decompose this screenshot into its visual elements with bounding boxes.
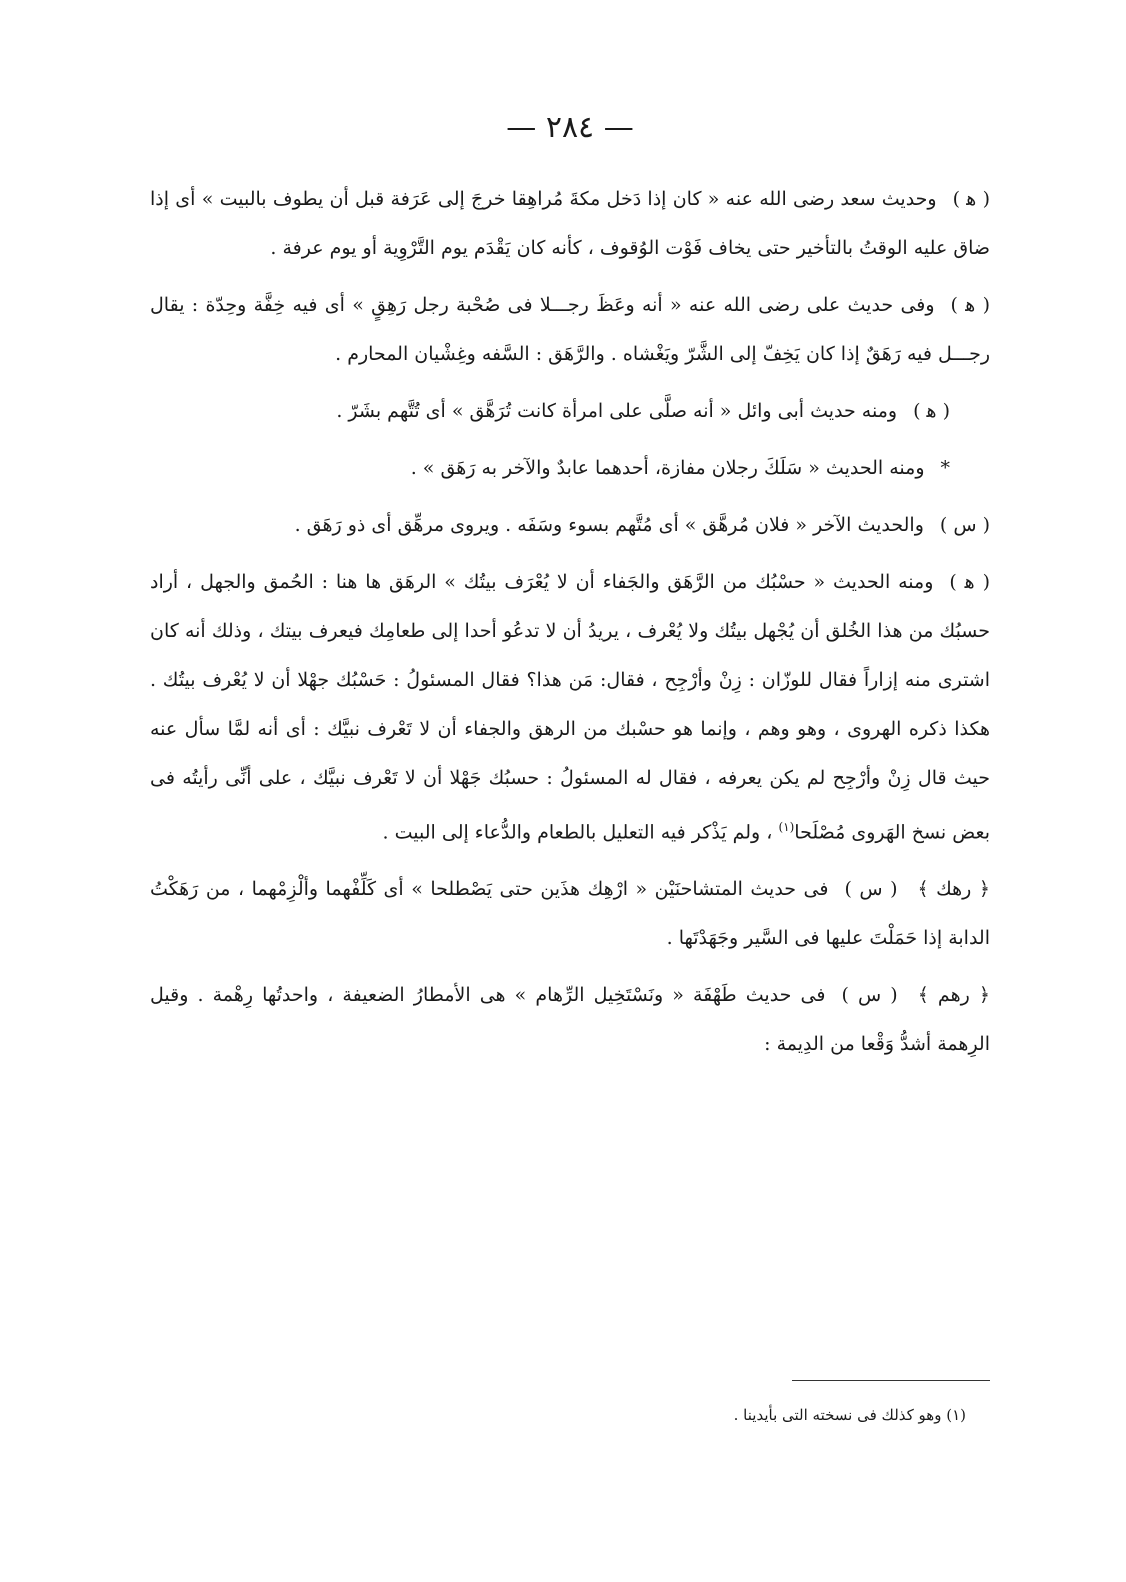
entry-text: ومنه الحديث « حسْبُك من الرَّهَق والجَفاء أن لا يُعْرَف بيتُك » الرهَق ها هنا : الحُمق والجهل ، أراد حسبُك من هذا الخُلق أن يُجْهل بيتُك ولا يُعْرف ، يريدُ أن لا تدعُو أحدا إلى طعامِك فيعرف بيتك ، وذلك أنه كان اشترى منه إزاراً فقال للوزّان : زِنْ وأرْجِح ، فقال: مَن هذا؟ فقال المسئولُ : حَسْبُك جهْلا أن لا يُعْرف بيتُك . هكذا ذكره الهروى ، وهو وهم ، وإنما هو حسْبك من الرهق والجفاء أن لا تَعْرف نبيَّك : أى أنه لمَّا سأل عنه حيث قال زِنْ وأرْجِح لم يكن يعرفه ، فقال له المسئولُ : حسبُك جَهْلا أن لا تَعْرف نبيَّك ، على أنِّى رأيتُه فى بعض نسخ الهَروى مُصْلَحا — [150, 571, 990, 844]
entry-text: وحديث سعد رضى الله عنه « كان إذا دَخل مكةَ مُراهِقا خرجَ إلى عَرَفة قبل أن يطوف بالبيت » أى إذا ضاق عليه الوقتُ بالتأخير حتى يخاف فَوْت الوُقوف ، كأنه كان يَقْدَم يوم التَّرْوِية أو يوم عرفة . — [150, 188, 990, 259]
root-entry-rhm — [150, 971, 990, 1069]
entry-paragraph — [150, 281, 990, 379]
footnote-reference: (١) — [778, 820, 795, 834]
entry-paragraph — [150, 501, 990, 550]
source-mark: ( ﻫ ) — [949, 571, 990, 593]
entry-paragraph — [150, 387, 990, 436]
source-mark: ( س ) — [939, 514, 990, 536]
source-mark: ( س ) — [841, 984, 898, 1007]
entry-text: وفى حديث على رضى الله عنه « أنه وعَظَ رجـــلا فى صُحْبة رجل رَهِقٍ » أى فيه خِفَّة وحِدّة : يقال رجـــل فيه رَهَقٌ إذا كان يَخِفّ إلى الشَّرّ ويَغْشاه . والرَّهَق : السَّفه وغِشْيان المحارم . — [150, 294, 990, 365]
entry-paragraph — [150, 175, 990, 273]
root-headword: ﴿ رهم ﴾ — [917, 984, 990, 1007]
root-headword: ﴿ رهك ﴾ — [917, 878, 990, 901]
source-mark: ( ﻫ ) — [950, 294, 990, 316]
entry-paragraph — [150, 444, 990, 493]
footnote: (١) وهو كذلك فى نسخته التى بأيدينا . — [733, 1406, 966, 1424]
source-mark: ( س ) — [844, 878, 898, 901]
entry-text: ومنه الحديث « سَلَكَ رجلان مفازة، أحدهما عابدٌ والآخر به رَهَق » . — [410, 457, 925, 479]
asterisk-mark: * — [940, 457, 950, 479]
page-number: — ٢٨٤ — — [506, 110, 634, 145]
entry-paragraph — [150, 558, 990, 857]
entry-text-continued: ، ولم يَذْكر فيه التعليل بالطعام والدُّعاء إلى البيت . — [382, 821, 779, 844]
entry-text: فى حديث المتشاحنَيْن « ارْهِك هذَين حتى يَصْطلحا » أى كَلِّفْهما وألْزِمْهما ، من رَهَكْتُ الدابة إذا حَمَلْتَ عليها فى السَّير وجَهَدْتَها . — [150, 878, 990, 950]
entry-text: فى حديث طَهْفَة « ونَسْتَخِيل الرِّهام » هى الأمطارُ الضعيفة ، واحدتُها رِهْمة . وقيل الرِهمة أشدُّ وَقْعا من الدِيمة : — [150, 984, 990, 1056]
source-mark: ( ﻫ ) — [952, 188, 990, 210]
root-entry-rhk — [150, 865, 990, 963]
entry-text: والحديث الآخر « فلان مُرهَّق » أى مُتَّهم بسوء وسَفَه . ويروى مرهِّق أى ذو رَهَق . — [294, 514, 924, 536]
footnote-divider — [792, 1380, 990, 1381]
entry-text: ومنه حديث أبى وائل « أنه صلَّى على امرأة كانت تُرَهَّق » أى تُتَّهم بشَرّ . — [336, 400, 898, 422]
source-mark: ( ﻫ ) — [913, 400, 950, 422]
page-content — [150, 110, 990, 1077]
